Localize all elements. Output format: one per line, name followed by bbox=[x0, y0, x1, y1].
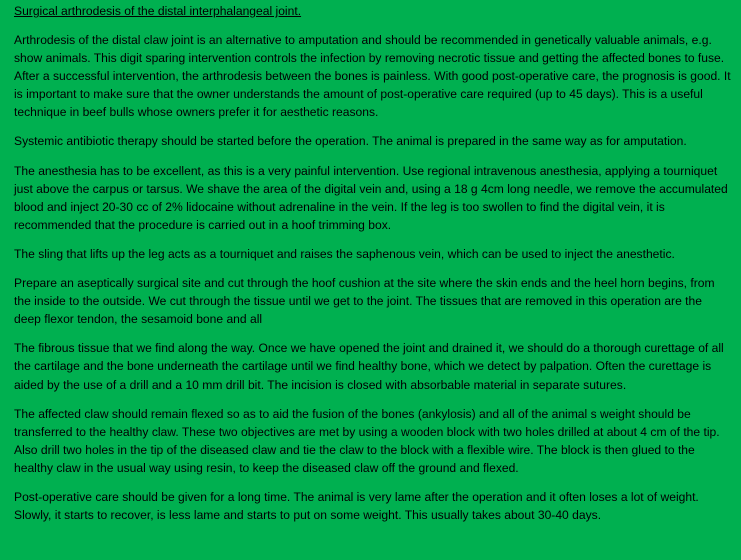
paragraph-sling: The sling that lifts up the leg acts as a tourniquet and raises the saphenous vein, which can be used to inject the anesthetic. bbox=[14, 246, 675, 261]
paragraph-intro: Arthrodesis of the distal claw joint is an alternative to amputation and should be recommended in genetically valuable animals, e.g. show animals. This digit sparing intervention controls the infection by removing necrotic tissue and getting the affected bones to fuse. After a successful intervention, the arthrodesis between the bones is painless. With good post-operative care, the prognosis is good. It is important to make sure that the owner understands the amount of post-operative care required (up to 45 days). This is a useful technique in beef bulls whose owners prefer it for aesthetic reasons. bbox=[14, 33, 731, 120]
paragraph-antibiotics: Systemic antibiotic therapy should be started before the operation. The animal is prepared in the same way as for amputation. bbox=[14, 134, 687, 149]
paragraph-block: The affected claw should remain flexed so as to aid the fusion of the bones (ankylosis) and all of the animal s weight should be transferred to the healthy claw. These two objectives are met by using a wooden block with two holes drilled at about 4 cm of the tip. Also drill two holes in the tip of the diseased claw and tie the claw to the block with a flexible wire. The block is then glued to the healthy claw in the usual way using resin, to keep the diseased claw off the ground and flexed. bbox=[14, 406, 720, 475]
document-title: Surgical arthrodesis of the distal interphalangeal joint. bbox=[14, 4, 302, 18]
paragraph-surgical-site: Prepare an aseptically surgical site and cut through the hoof cushion at the site where the skin ends and the heel horn begins, from the inside to the outside. We cut through the tissue until we get to the joint. The tissues that are removed in this operation are the deep flexor tendon, the sesamoid bone and all bbox=[14, 276, 715, 327]
paragraph-curettage: The fibrous tissue that we find along the way. Once we have opened the joint and drained it, we should do a thorough curettage of all the cartilage and the bone underneath the cartilage until we find healthy bone, which we detect by palpation. Often the curettage is aided by the use of a drill and a 10 mm drill bit. The incision is closed with absorbable material in separate sutures. bbox=[14, 341, 724, 392]
paragraph-anesthesia: The anesthesia has to be excellent, as this is a very painful intervention. Use regional intravenous anesthesia, applying a tourniquet just above the carpus or tarsus. We shave the area of the digital vein and, using a 18 g 4cm long needle, we remove the accumulated blood and inject 20-30 cc of 2% lidocaine without adrenaline in the vein. If the leg is too swollen to find the digital vein, it is recommended that the procedure is carried out in a hoof trimming box. bbox=[14, 163, 728, 232]
paragraph-post-operative: Post-operative care should be given for a long time. The animal is very lame after the operation and it often loses a lot of weight. Slowly, it starts to recover, is less lame and starts to put on some weight. This usually takes about 30-40 days. bbox=[14, 489, 699, 523]
